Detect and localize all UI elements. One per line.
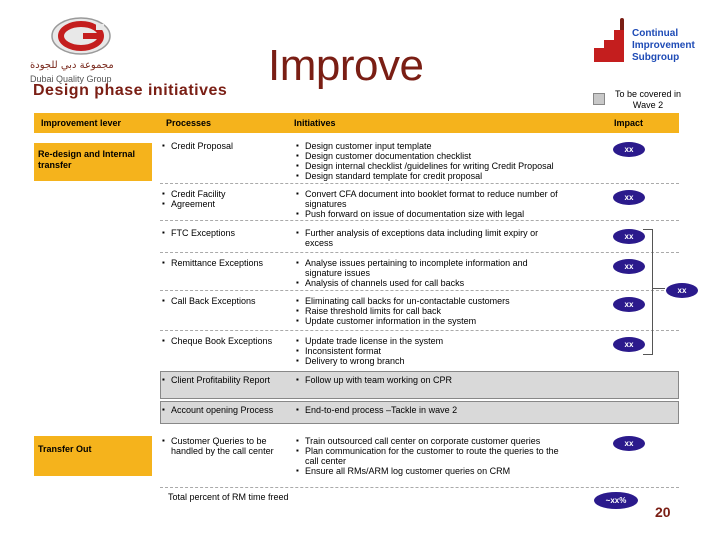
logo-english-name: Dubai Quality Group xyxy=(30,74,112,84)
impact-badge-ftc-exceptions: xx xyxy=(613,229,645,244)
dqg-logo-icon xyxy=(50,16,112,56)
initiatives-customer-queries: ▪ Train outsourced call center on corporate customer queries ▪ Plan communication for the customer to route the queries to the call center ▪ Ensure all RMs/ARM log customer queries on CRM xyxy=(296,436,571,476)
impact-badge-credit-facility: xx xyxy=(613,190,645,205)
col-header-impact: Impact xyxy=(614,118,644,128)
impact-group-connector xyxy=(653,288,665,289)
ci-subgroup-name: Continual Improvement Subgroup xyxy=(632,28,695,63)
ci-subgroup-logo xyxy=(594,18,714,72)
lever-redesign: Re-design and Internal transfer xyxy=(34,143,152,181)
col-header-lever: Improvement lever xyxy=(41,118,122,128)
process-customer-queries: ▪ Customer Queries to be handled by the call center xyxy=(162,436,290,456)
logo-arabic-name: مجموعة دبي للجودة xyxy=(30,60,114,71)
process-credit-proposal: ▪ Credit Proposal xyxy=(162,141,287,151)
process-client-profitability: ▪ Client Profitability Report xyxy=(162,375,287,385)
initiatives-account-opening: ▪ End-to-end process –Tackle in wave 2 xyxy=(296,405,566,415)
initiatives-cheque-book-exceptions: ▪ Update trade license in the system ▪ Inconsistent format ▪ Delivery to wrong branch xyxy=(296,336,566,366)
initiatives-remittance-exceptions: ▪ Analyse issues pertaining to incomplete information and signature issues ▪ Analysis of channels used for call backs xyxy=(296,258,566,288)
total-value-badge: ~xx% xyxy=(594,492,638,509)
process-remittance-exceptions: ▪ Remittance Exceptions xyxy=(162,258,290,268)
process-account-opening: ▪ Account opening Process xyxy=(162,405,292,415)
row-divider xyxy=(160,183,679,184)
process-cheque-book-exceptions: ▪ Cheque Book Exceptions xyxy=(162,336,292,346)
page-title: Improve xyxy=(268,41,424,90)
impact-group-bracket xyxy=(643,229,653,355)
initiatives-credit-facility: ▪ Convert CFA document into booklet format to reduce number of signatures ▪ Push forward on issue of documentation size with legal xyxy=(296,189,566,219)
wave-legend-swatch xyxy=(593,93,605,105)
col-header-initiatives: Initiatives xyxy=(294,118,336,128)
impact-badge-customer-queries: xx xyxy=(613,436,645,451)
row-divider xyxy=(160,220,679,221)
initiatives-client-profitability: ▪ Follow up with team working on CPR xyxy=(296,375,566,385)
impact-badge-cheque-book-exceptions: xx xyxy=(613,337,645,352)
page-number: 20 xyxy=(655,504,671,520)
impact-badge-call-back-exceptions: xx xyxy=(613,297,645,312)
initiatives-call-back-exceptions: ▪ Eliminating call backs for un-contactable customers ▪ Raise threshold limits for call back ▪ Update customer information in the system xyxy=(296,296,566,326)
impact-badge-group: xx xyxy=(666,283,698,298)
row-divider xyxy=(160,290,679,291)
total-label: Total percent of RM time freed xyxy=(168,492,289,502)
row-divider xyxy=(160,487,679,488)
lever-transfer-out: Transfer Out xyxy=(34,436,152,476)
ci-stairs-icon xyxy=(594,18,630,62)
impact-badge-credit-proposal: xx xyxy=(613,142,645,157)
process-credit-facility: ▪ Credit Facility ▪ Agreement xyxy=(162,189,287,209)
col-header-processes: Processes xyxy=(166,118,212,128)
initiatives-credit-proposal: ▪ Design customer input template ▪ Design customer documentation checklist ▪ Design internal checklist /guidelines for writing Credit Proposal ▪ Design standard template for credit proposal xyxy=(296,141,596,181)
wave-legend-text: To be covered in Wave 2 xyxy=(614,89,682,110)
dubai-quality-group-logo xyxy=(30,16,140,86)
page-subtitle: Design phase initiatives xyxy=(33,82,228,99)
table-header xyxy=(34,113,679,133)
row-divider xyxy=(160,330,679,331)
process-ftc-exceptions: ▪ FTC Exceptions xyxy=(162,228,287,238)
initiatives-ftc-exceptions: ▪ Further analysis of exceptions data including limit expiry or excess xyxy=(296,228,566,248)
row-divider xyxy=(160,252,679,253)
impact-badge-remittance-exceptions: xx xyxy=(613,259,645,274)
process-call-back-exceptions: ▪ Call Back Exceptions xyxy=(162,296,290,306)
